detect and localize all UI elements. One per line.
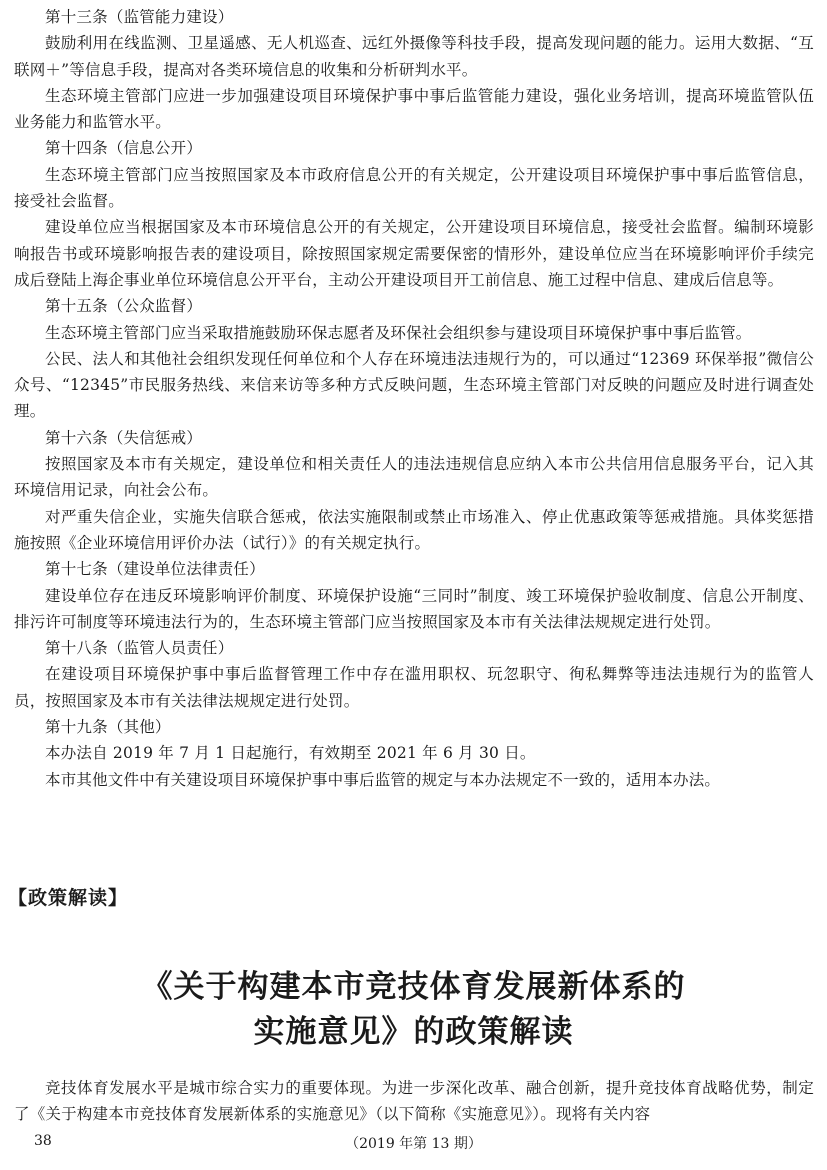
article-caption: （信息公开） — [107, 139, 203, 158]
article-caption: （公众监督） — [107, 297, 203, 316]
body-paragraph: 按照国家及本市有关规定，建设单位和相关责任人的违法违规信息应纳入本市公共信用信息服务平台，记入其环境信用记录，向社会公布。 — [14, 455, 814, 500]
title-line-2: 实施意见》的政策解读 — [253, 1014, 574, 1050]
body-paragraph: 建设单位存在违反环境影响评价制度、环境保护设施“三同时”制度、竣工环境保护验收制度、信息公开制度、排污许可制度等环境违法行为的，生态环境主管部门应当按照国家及本市有关法律法规规定进行处罚。 — [14, 586, 814, 631]
article-caption: （监管能力建设） — [107, 8, 234, 26]
article-number: 第十五条 — [45, 297, 108, 316]
article-caption: （监管人员责任） — [107, 639, 234, 658]
body-paragraph: 鼓励利用在线监测、卫星遥感、无人机巡查、远红外摄像等科技手段，提高发现问题的能力。运用大数据、“互联网＋”等信息手段，提高对各类环境信息的收集和分析研判水平。 — [14, 34, 814, 79]
article-heading — [14, 556, 814, 582]
section-label: 【政策解读】 — [8, 887, 129, 909]
body-paragraph: 生态环境主管部门应当按照国家及本市政府信息公开的有关规定，公开建设项目环境保护事中事后监管信息，接受社会监督。 — [14, 165, 814, 211]
body-paragraph: 公民、法人和其他社会组织发现任何单位和个人存在环境违法违规行为的，可以通过“12369 环保举报”微信公众号、“12345”市民服务热线、来信来访等多种方式反映问题，生态环境主管部门对反映的问题应及时进行调查处理。 — [14, 349, 814, 421]
article-number: 第十六条 — [45, 428, 108, 447]
article-number: 第十八条 — [45, 639, 108, 658]
article-caption: （建设单位法律责任） — [107, 560, 265, 579]
article-number: 第十七条 — [45, 560, 108, 579]
article-heading — [14, 293, 814, 319]
intro-block — [14, 1075, 814, 1128]
article-heading — [14, 714, 814, 740]
article-heading — [14, 425, 814, 451]
article-number: 第十三条 — [45, 8, 108, 26]
article-heading — [14, 135, 814, 161]
body-paragraph: 生态环境主管部门应当采取措施鼓励环保志愿者及环保社会组织参与建设项目环境保护事中事后监管。 — [45, 323, 752, 342]
article-caption: （失信惩戒） — [107, 428, 203, 447]
article-heading — [14, 4, 814, 30]
article-title — [0, 965, 827, 1055]
intro-paragraph: 竞技体育发展水平是城市综合实力的重要体现。为进一步深化改革、融合创新，提升竞技体育战略优势，制定了《关于构建本市竞技体育发展新体系的实施意见》（以下简称《实施意见》）。现将有关内容 — [14, 1079, 814, 1124]
body-paragraph: 本办法自 2019 年 7 月 1 日起施行，有效期至 2021 年 6 月 30 日。 — [45, 744, 536, 763]
page-number: 38 — [34, 1133, 52, 1149]
body-paragraph: 本市其他文件中有关建设项目环境保护事中事后监管的规定与本办法规定不一致的，适用本办法。 — [45, 770, 721, 789]
body-paragraph: 在建设项目环境保护事中事后监督管理工作中存在滥用职权、玩忽职守、徇私舞弊等违法违规行为的监管人员，按照国家及本市有关法律法规规定进行处罚。 — [14, 665, 814, 710]
issue-label: （2019 年第 13 期） — [345, 1136, 482, 1152]
article-number: 第十九条 — [45, 718, 108, 737]
article-number: 第十四条 — [45, 139, 108, 158]
body-paragraph: 生态环境主管部门应进一步加强建设项目环境保护事中事后监管能力建设，强化业务培训，提高环境监管队伍业务能力和监管水平。 — [14, 86, 814, 132]
regulation-body — [14, 4, 814, 793]
article-heading — [14, 635, 814, 661]
title-line-1: 《关于构建本市竞技体育发展新体系的 — [141, 969, 686, 1005]
body-paragraph: 对严重失信企业，实施失信联合惩戒，依法实施限制或禁止市场准入、停止优惠政策等惩戒措施。具体奖惩措施按照《企业环境信用评价办法（试行）》的有关规定执行。 — [14, 507, 814, 552]
body-paragraph: 建设单位应当根据国家及本市环境信息公开的有关规定，公开建设项目环境信息，接受社会监督。编制环境影响报告书或环境影响报告表的建设项目，除按照国家规定需要保密的情形外，建设单位应当在环境影响评价手续完成后登陆上海企事业单位环境信息公开平台，主动公开建设项目开工前信息、施工过程中信息、建成后信息等。 — [14, 218, 814, 289]
article-caption: （其他） — [107, 718, 171, 737]
